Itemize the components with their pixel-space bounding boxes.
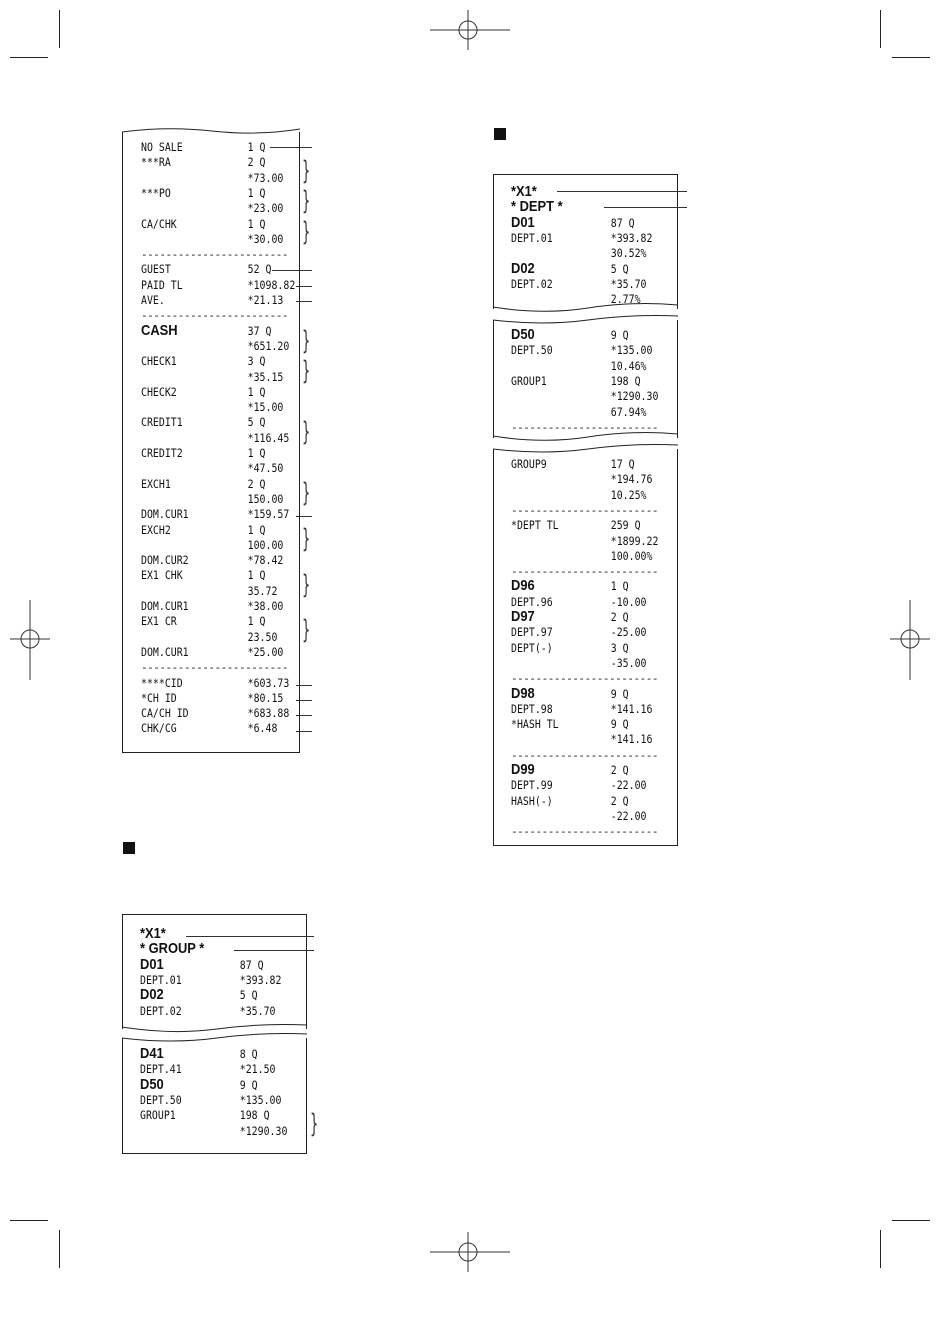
- receipt-value: 259 Q: [610, 518, 641, 533]
- dashed-separator: ------------------------: [511, 503, 658, 517]
- receipt-line: [511, 702, 683, 717]
- crop-mark: [10, 57, 48, 58]
- receipt-line: [511, 794, 683, 809]
- receipt-label: D99: [511, 761, 535, 778]
- receipt-value: 2 Q: [610, 610, 629, 624]
- receipt-value: *30.00: [247, 231, 284, 246]
- receipt-value: *23.00: [247, 201, 284, 216]
- receipt-value: 87 Q: [239, 957, 264, 972]
- receipt-line: [511, 246, 683, 261]
- receipt-group-part1: [122, 914, 307, 1029]
- receipt-label: HASH(-): [511, 793, 553, 808]
- crop-mark: [59, 10, 60, 48]
- receipt-label: CHECK1: [141, 354, 177, 369]
- receipt-line: [140, 955, 312, 973]
- receipt-value: *1098.82: [247, 277, 296, 292]
- crop-mark: [880, 10, 881, 48]
- receipt-line: [141, 155, 313, 170]
- registration-mark-icon: [430, 10, 510, 50]
- crop-mark: [892, 57, 930, 58]
- receipt-label: CA/CH ID: [141, 706, 189, 721]
- receipt-value: *25.00: [247, 644, 284, 659]
- receipt-line: [140, 1075, 312, 1093]
- receipt-value: 1 Q: [247, 384, 266, 399]
- receipt-line: [511, 518, 683, 533]
- receipt-value: 198 Q: [610, 373, 641, 388]
- receipt-label: D50: [140, 1075, 164, 1093]
- receipt-value: 87 Q: [610, 215, 635, 230]
- receipt-line: [511, 374, 683, 389]
- receipt-line: [141, 232, 313, 247]
- receipt-line: [141, 630, 313, 645]
- receipt-value: 2 Q: [610, 793, 629, 808]
- receipt-label: CHECK2: [141, 384, 177, 399]
- section-marker-icon: [494, 128, 506, 140]
- receipt-line: [141, 584, 313, 599]
- leader-line: [272, 270, 312, 271]
- receipt-label: D02: [511, 259, 535, 277]
- receipt-line: [511, 549, 683, 564]
- receipt-label: GROUP9: [511, 457, 547, 471]
- receipt-label: D98: [511, 684, 535, 702]
- receipt-label: DEPT.02: [140, 1003, 182, 1018]
- receipt-value: 5 Q: [239, 988, 258, 1003]
- receipt-label: *X1*: [511, 183, 537, 200]
- receipt-value: *141.16: [610, 701, 653, 716]
- receipt-value: 3 Q: [247, 354, 266, 369]
- receipt-line: [511, 213, 683, 231]
- receipt-torn-edge: [122, 1032, 307, 1044]
- receipt-label: CREDIT2: [141, 446, 183, 460]
- receipt-line: [141, 217, 313, 232]
- receipt-value: *1899.22: [610, 533, 659, 548]
- receipt-value: *135.00: [239, 1092, 282, 1107]
- receipt-label: AVE.: [141, 293, 165, 307]
- receipt-line: [511, 732, 683, 747]
- receipt-value: 100.00%: [610, 548, 653, 563]
- receipt-value: -25.00: [610, 625, 647, 640]
- receipt-label: PAID TL: [141, 277, 183, 292]
- receipt-label: EXCH1: [141, 476, 171, 491]
- receipt-value: 10.46%: [610, 358, 647, 373]
- receipt-line: [141, 370, 313, 385]
- receipt-value: 2 Q: [247, 155, 266, 170]
- receipt-line: [141, 278, 313, 293]
- receipt-line: [511, 625, 683, 640]
- receipt-value: 1 Q: [610, 579, 629, 594]
- receipt-value: *393.82: [239, 972, 282, 987]
- brace-icon: }: [302, 217, 311, 247]
- receipt-label: EX1 CHK: [141, 568, 183, 583]
- brace-icon: }: [302, 326, 311, 356]
- receipt-line: [511, 809, 683, 824]
- receipt-label: DEPT.01: [140, 972, 182, 987]
- receipt-line: [140, 1108, 312, 1123]
- receipt-torn-edge: [122, 126, 300, 136]
- receipt-line: [140, 988, 312, 1003]
- receipt-label: * DEPT *: [511, 198, 563, 216]
- receipt-label: ****CID: [141, 675, 183, 690]
- receipt-label: DEPT.99: [511, 778, 553, 793]
- receipt-line: [511, 277, 683, 292]
- receipt-label: GROUP1: [511, 373, 547, 388]
- receipt-line: [141, 507, 313, 522]
- receipt-value: 67.94%: [610, 404, 647, 419]
- receipt-label: DOM.CUR1: [141, 599, 189, 613]
- receipt-value: *35.70: [610, 276, 647, 291]
- receipt-line: [511, 579, 683, 594]
- receipt-value: 23.50: [247, 629, 278, 644]
- receipt-line: [141, 446, 313, 461]
- receipt-line: [511, 778, 683, 793]
- receipt-value: *1290.30: [239, 1123, 288, 1138]
- receipt-value: 9 Q: [239, 1077, 258, 1092]
- receipt-value: 9 Q: [610, 686, 629, 701]
- receipt-line: [511, 405, 683, 420]
- leader-line: [296, 715, 312, 716]
- receipt-line: [141, 599, 313, 614]
- receipt-value: *15.00: [247, 400, 284, 415]
- receipt-value: *1290.30: [610, 389, 659, 404]
- dashed-separator: ------------------------: [511, 748, 658, 762]
- receipt-label: DEPT(-): [511, 640, 553, 655]
- receipt-label: D96: [511, 577, 535, 595]
- receipt-line: [141, 431, 313, 446]
- receipt-value: *116.45: [247, 430, 290, 445]
- receipt-value: 2.77%: [610, 292, 641, 307]
- receipt-value: 5 Q: [610, 261, 629, 276]
- receipt-value: 10.25%: [610, 487, 647, 502]
- receipt-line: [141, 721, 313, 736]
- receipt-label: NO SALE: [141, 140, 183, 154]
- receipt-value: *159.57: [247, 507, 290, 522]
- receipt-line: [141, 354, 313, 369]
- receipt-value: 1 Q: [247, 614, 266, 629]
- receipt-line: [141, 201, 313, 216]
- receipt-line: [511, 488, 683, 503]
- receipt-line: [141, 614, 313, 629]
- receipt-label: ***RA: [141, 155, 171, 170]
- receipt-value: 2 Q: [247, 476, 266, 491]
- receipt-label: DEPT.50: [511, 343, 553, 358]
- receipt-value: 9 Q: [610, 328, 629, 342]
- receipt-value: 100.00: [247, 537, 284, 552]
- receipt-label: D41: [140, 1045, 164, 1062]
- receipt-line: [141, 339, 313, 354]
- receipt-label: GUEST: [141, 262, 171, 277]
- receipt-label: DEPT.50: [140, 1092, 182, 1107]
- dashed-separator: ------------------------: [511, 672, 658, 686]
- receipt-line: [511, 472, 683, 487]
- receipt-value: 8 Q: [239, 1047, 258, 1061]
- receipt-line: [140, 1124, 312, 1139]
- receipt-line: [140, 1062, 312, 1077]
- leader-line: [557, 191, 687, 192]
- receipt-value: *683.88: [247, 706, 290, 721]
- receipt-value: 9 Q: [610, 717, 629, 732]
- receipt-value: *393.82: [610, 230, 653, 245]
- receipt-line: [511, 389, 683, 404]
- receipt-line: [511, 641, 683, 656]
- receipt-value: -22.00: [610, 778, 647, 793]
- brace-icon: }: [302, 615, 311, 645]
- receipt-value: *47.50: [247, 461, 284, 476]
- leader-line: [270, 147, 312, 148]
- receipt-line: [141, 568, 313, 583]
- receipt-line: [141, 321, 313, 339]
- receipt-value: 150.00: [247, 491, 284, 506]
- receipt-value: 1 Q: [247, 568, 266, 583]
- leader-line: [186, 936, 314, 937]
- receipt-line: [141, 691, 313, 706]
- dashed-separator: ------------------------: [141, 248, 288, 262]
- receipt-value: *603.73: [247, 675, 290, 690]
- leader-line: [296, 286, 312, 287]
- leader-line: [296, 685, 312, 686]
- receipt-value: *73.00: [247, 170, 284, 185]
- receipt-line: [511, 595, 683, 610]
- receipt-label: DEPT.98: [511, 701, 553, 716]
- receipt-value: 37 Q: [247, 323, 272, 338]
- receipt-value: 52 Q: [247, 262, 272, 277]
- receipt-line: [140, 1004, 312, 1019]
- receipt-line: [141, 477, 313, 492]
- receipt-line: [511, 359, 683, 374]
- brace-icon: }: [302, 570, 311, 600]
- receipt-label: D01: [140, 955, 164, 973]
- receipt-line: [511, 328, 683, 343]
- brace-icon: }: [302, 156, 311, 186]
- dashed-separator: ------------------------: [511, 565, 658, 579]
- receipt-line: [141, 645, 313, 660]
- receipt-value: *78.42: [247, 553, 284, 568]
- receipt-value: 17 Q: [610, 457, 635, 471]
- brace-icon: }: [302, 524, 311, 554]
- receipt-label: DOM.CUR1: [141, 644, 189, 659]
- crop-mark: [892, 1220, 930, 1221]
- receipt-dept-part1: [493, 174, 678, 309]
- registration-mark-icon: [890, 600, 930, 680]
- crop-mark: [59, 1230, 60, 1268]
- brace-icon: }: [310, 1109, 319, 1139]
- receipt-value: *35.70: [239, 1003, 276, 1018]
- receipt-value: *194.76: [610, 472, 653, 487]
- receipt-line: [141, 676, 313, 691]
- receipt-label: * GROUP *: [140, 940, 205, 958]
- leader-line: [296, 516, 312, 517]
- receipt-line: [141, 400, 313, 415]
- leader-line: [234, 950, 314, 951]
- receipt-line: [511, 534, 683, 549]
- receipt-value: *38.00: [247, 599, 284, 613]
- dashed-separator: ------------------------: [511, 420, 658, 434]
- receipt-label: DEPT.01: [511, 230, 553, 245]
- receipt-dept-part2: [493, 320, 678, 438]
- receipt-label: EX1 CR: [141, 614, 177, 629]
- receipt-value: *35.15: [247, 369, 284, 384]
- leader-line: [296, 700, 312, 701]
- receipt-line: [511, 457, 683, 472]
- receipt-value: 5 Q: [247, 415, 266, 430]
- receipt-line: [141, 415, 313, 430]
- leader-line: [604, 207, 687, 208]
- receipt-label: *HASH TL: [511, 717, 559, 732]
- brace-icon: }: [302, 417, 311, 447]
- receipt-line: [511, 610, 683, 625]
- receipt-label: CREDIT1: [141, 415, 183, 430]
- brace-icon: }: [302, 478, 311, 508]
- receipt-line: [511, 717, 683, 732]
- receipt-line: [141, 553, 313, 568]
- receipt-line: [141, 293, 313, 308]
- receipt-line: [140, 1093, 312, 1108]
- receipt-line: [140, 973, 312, 988]
- receipt-line: [140, 1047, 312, 1062]
- registration-mark-icon: [430, 1232, 510, 1272]
- receipt-label: EXCH2: [141, 522, 171, 537]
- receipt-value: *135.00: [610, 343, 653, 358]
- receipt-line: [511, 763, 683, 778]
- receipt-value: *141.16: [610, 732, 653, 747]
- receipt-line: [141, 171, 313, 186]
- receipt-label: D01: [511, 213, 535, 231]
- receipt-line: [141, 492, 313, 507]
- receipt-value: 1 Q: [247, 140, 266, 154]
- registration-mark-icon: [10, 600, 50, 680]
- receipt-line: [141, 186, 313, 201]
- receipt-label: D02: [140, 986, 164, 1004]
- receipt-label: DOM.CUR2: [141, 553, 189, 568]
- receipt-value: *651.20: [247, 338, 290, 353]
- receipt-dept-part3: [493, 449, 678, 846]
- receipt-line: [511, 656, 683, 671]
- receipt-line: [141, 538, 313, 553]
- receipt-value: 1 Q: [247, 446, 266, 460]
- dashed-separator: ------------------------: [511, 825, 658, 839]
- receipt-value: -22.00: [610, 808, 647, 823]
- section-marker-icon: [123, 842, 135, 854]
- receipt-value: 198 Q: [239, 1108, 270, 1123]
- receipt-value: 1 Q: [247, 216, 266, 231]
- receipt-label: DEPT.02: [511, 276, 553, 291]
- leader-line: [296, 301, 312, 302]
- receipt-line: [141, 706, 313, 721]
- receipt-torn-edge: [493, 443, 678, 455]
- receipt-value: *21.50: [239, 1062, 276, 1077]
- receipt-label: DEPT.96: [511, 594, 553, 609]
- receipt-label: DEPT.41: [140, 1062, 182, 1077]
- receipt-value: 3 Q: [610, 640, 629, 655]
- receipt-label: D97: [511, 608, 535, 625]
- dashed-separator: ------------------------: [141, 661, 288, 675]
- receipt-label: CASH: [141, 321, 178, 339]
- receipt-label: GROUP1: [140, 1108, 176, 1123]
- receipt-line: [511, 259, 683, 277]
- receipt-value: 1 Q: [247, 185, 266, 200]
- crop-mark: [10, 1220, 48, 1221]
- receipt-line: [511, 231, 683, 246]
- receipt-value: *21.13: [247, 293, 284, 307]
- receipt-line: [141, 385, 313, 400]
- receipt-line: [511, 343, 683, 358]
- receipt-label: DOM.CUR1: [141, 507, 189, 522]
- receipt-value: 30.52%: [610, 246, 647, 261]
- receipt-label: CA/CHK: [141, 216, 177, 231]
- receipt-label: *CH ID: [141, 690, 177, 705]
- receipt-label: D50: [511, 326, 535, 343]
- receipt-value: *6.48: [247, 721, 278, 736]
- dashed-separator: ------------------------: [141, 309, 288, 323]
- receipt-value: *80.15: [247, 690, 284, 705]
- receipt-value: 1 Q: [247, 522, 266, 537]
- receipt-label: *X1*: [140, 925, 166, 942]
- receipt-value: -35.00: [610, 655, 647, 670]
- brace-icon: }: [302, 186, 311, 216]
- crop-mark: [880, 1230, 881, 1268]
- receipt-label: *DEPT TL: [511, 518, 559, 533]
- receipt-group-part2: [122, 1038, 307, 1154]
- receipt-transaction-report: [122, 132, 300, 753]
- receipt-label: CHK/CG: [141, 721, 177, 736]
- brace-icon: }: [302, 356, 311, 386]
- receipt-line: [141, 523, 313, 538]
- receipt-line: [141, 461, 313, 476]
- receipt-label: DEPT.97: [511, 625, 553, 640]
- receipt-label: ***PO: [141, 185, 171, 200]
- receipt-value: 2 Q: [610, 763, 629, 777]
- receipt-value: -10.00: [610, 594, 647, 609]
- receipt-torn-edge: [493, 314, 678, 326]
- receipt-value: 35.72: [247, 583, 278, 598]
- receipt-line: [511, 684, 683, 702]
- leader-line: [296, 731, 312, 732]
